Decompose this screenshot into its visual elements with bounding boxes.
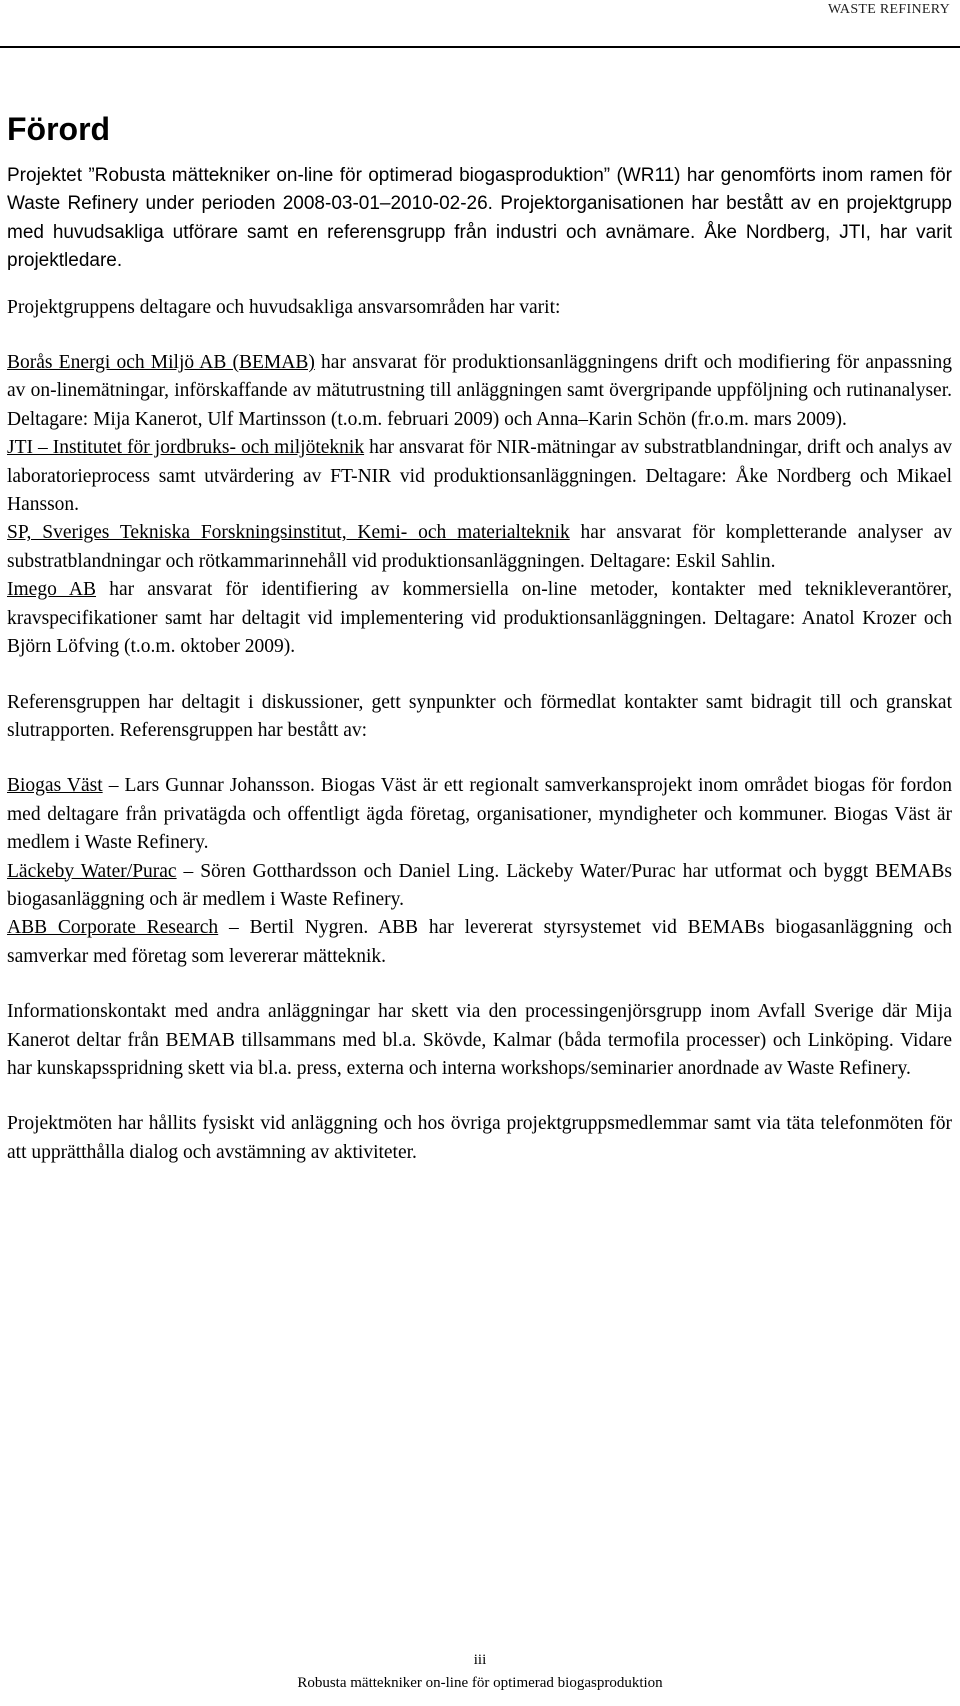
reference-org: Läckeby Water/Purac <box>7 860 177 882</box>
reference-entry <box>7 914 952 971</box>
info-contact-paragraph: Informationskontakt med andra anläggningar har skett via den processingenjörsgrupp inom Avfall Sverige där Mija Kanerot deltar från BEMAB tillsammans med bl.a. Skövde, Kalmar (båda termofila processer) och Linköping. Vidare har kunskapsspridning skett via bl.a. press, externa och interna workshops/seminarier anordnade av Waste Refinery. <box>7 1001 952 1079</box>
participant-text: har ansvarat för kompletterande analyser av substratblandningar och rötkammarinnehåll vid produktionsanläggningen. Deltagare: Eskil Sahlin. <box>7 522 952 572</box>
meetings-paragraph: Projektmöten har hållits fysiskt vid anläggning och hos övriga projektgruppsmedlemmar samt via täta telefonmöten för att upprätthålla dialog och avstämning av aktiviteter. <box>7 1113 952 1163</box>
participant-text: har ansvarat för identifiering av kommersiella on-line metoder, kontakter med teknikleverantörer, kravspecifikationer samt har deltagit vid implementering vid produktionsanläggningen. Deltagare: Anatol Krozer och Björn Löfving (t.o.m. oktober 2009). <box>7 579 952 658</box>
document-body <box>7 162 952 1167</box>
page-number: iii <box>473 1652 487 1668</box>
participant-org: Imego AB <box>7 579 97 601</box>
reference-intro: Referensgruppen har deltagit i diskussioner, gett synpunkter och förmedlat kontakter samt bidragit till och granskat slutrapporten. Referensgruppen har bestått av: <box>7 691 952 741</box>
participant-org: SP, Sveriges Tekniska Forskningsinstitut, Kemi- och materialteknik <box>7 522 570 544</box>
participant-text: har ansvarat för produktionsanläggningens drift och modifiering för anpassning av on-linemätningar, införskaffande av mätutrustning till anläggningen samt övergripande uppföljning och rutinanalyser. Deltagare: Mija Kanerot, Ulf Martinsson (t.o.m. februari 2009) och Anna–Karin Schön (fr.o.m. mars 2009). <box>7 352 953 430</box>
header-divider <box>0 46 960 48</box>
reference-org: ABB Corporate Research <box>7 917 219 939</box>
participant-org: JTI – Institutet för jordbruks- och miljöteknik <box>7 437 365 459</box>
reference-entry <box>7 858 952 915</box>
participants-intro: Projektgruppens deltagare och huvudsakliga ansvarsområden har varit: <box>7 296 561 318</box>
reference-entry <box>7 772 952 857</box>
intro-paragraph: Projektet ”Robusta mättekniker on-line för optimerad biogasproduktion” (WR11) har genomförts inom ramen för Waste Refinery under perioden 2008-03-01–2010-02-26. Projektorganisationen har bestått av en projektgrupp med huvudsakliga utförare samt en referensgrupp från industri och avnämare. Åke Nordberg, JTI, har varit projektledare. <box>7 165 952 272</box>
participant-text: har ansvarat för NIR-mätningar av substratblandningar, drift och analys av laboratorieprocess samt utvärdering av FT-NIR vid produktionsanläggningen. Deltagare: Åke Nordberg och Mikael Hansson. <box>7 437 952 516</box>
reference-org: Biogas Väst <box>7 775 103 797</box>
participant-entry <box>7 576 952 661</box>
reference-text: – Sören Gotthardsson och Daniel Ling. Läckeby Water/Purac har utformat och byggt BEMABs biogasanläggning och är medlem i Waste Refinery. <box>7 860 953 910</box>
reference-text: – Bertil Nygren. ABB har levererat styrsystemet vid BEMABs biogasanläggning och samverkar med företag som levererar mätteknik. <box>7 917 952 967</box>
participant-org: Borås Energi och Miljö AB (BEMAB) <box>7 352 315 374</box>
participant-entry <box>7 349 952 434</box>
participant-entry <box>7 519 952 576</box>
running-footer: Robusta mättekniker on-line för optimerad biogasproduktion <box>297 1675 663 1691</box>
participant-entry <box>7 434 952 519</box>
running-header: WASTE REFINERY <box>827 2 950 17</box>
reference-text: – Lars Gunnar Johansson. Biogas Väst är ett regionalt samverkansprojekt inom området biogas för fordon med deltagare från privatägda och offentligt ägda företag, organisationer, myndigheter och kommuner. Biogas Väst är medlem i Waste Refinery. <box>7 775 952 854</box>
page-heading: Förord <box>7 111 111 147</box>
